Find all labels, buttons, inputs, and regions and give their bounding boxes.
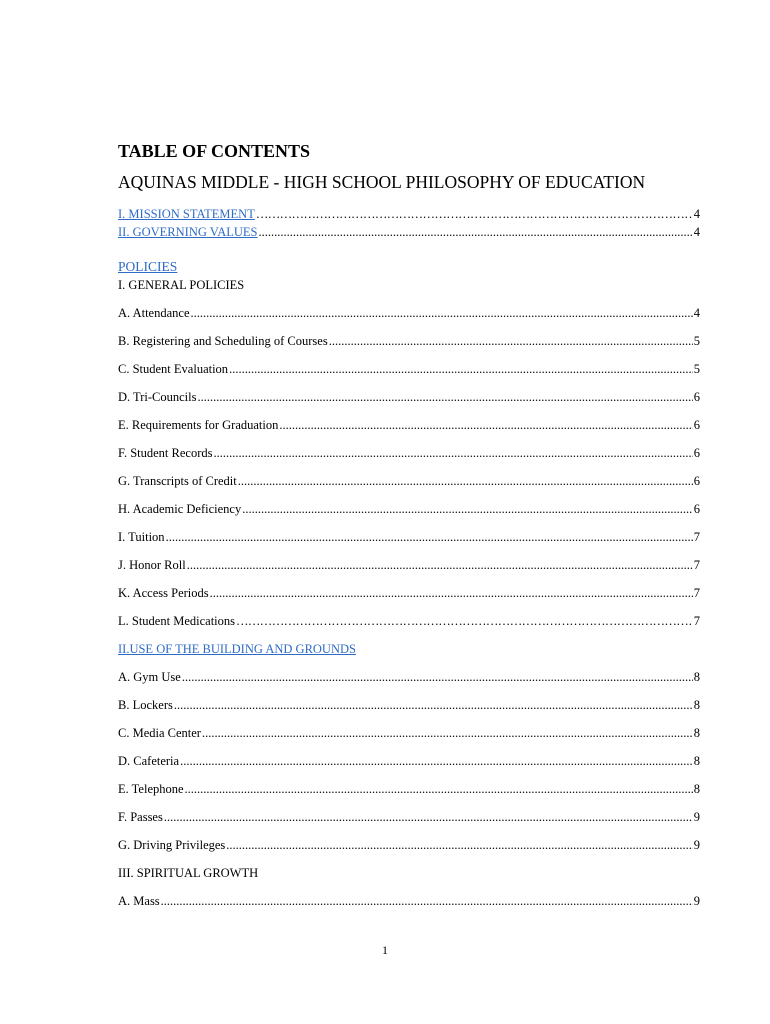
dot-leader [229,362,693,377]
dot-leader [174,698,693,713]
toc-entry[interactable] [118,726,700,741]
toc-entry[interactable] [118,782,700,797]
toc-page-number: 4 [693,306,700,320]
toc-entry[interactable] [118,614,700,629]
dot-leader [164,810,693,825]
toc-page-number: 9 [693,810,700,824]
toc-page-number: 9 [693,838,700,852]
toc-entry-label: F. Passes [118,810,163,824]
dot-leader [198,390,693,405]
philosophy-subtitle: AQUINAS MIDDLE - HIGH SCHOOL PHILOSOPHY OF EDUCATION [118,172,646,192]
toc-entry[interactable] [118,670,700,685]
toc-entry-label: C. Student Evaluation [118,362,229,376]
dot-leader [238,474,693,489]
toc-page-number: 5 [693,334,700,348]
dot-leader [242,502,693,517]
dot-leader [202,726,693,741]
toc-entry[interactable] [118,502,700,517]
toc-entry-label: G. Driving Privileges [118,838,226,852]
toc-entry-label: I. Tuition [118,530,165,544]
toc-entry-label: A. Attendance [118,306,190,320]
toc-page-number: 7 [693,614,700,628]
toc-page-number: 8 [693,754,700,768]
toc-title: TABLE OF CONTENTS [118,141,311,161]
toc-link-mission-statement[interactable] [118,207,700,222]
dot-leader [182,670,693,685]
toc-link-governing-values[interactable] [118,225,700,240]
toc-entry-label: K. Access Periods [118,586,209,600]
toc-entry[interactable] [118,558,700,573]
toc-entry[interactable] [118,810,700,825]
dot-leader [226,838,692,853]
dot-leader [187,558,693,573]
dot-leader [256,207,693,222]
toc-page-number: 4 [693,207,700,221]
toc-entry-label: E. Requirements for Graduation [118,418,279,432]
toc-link-label[interactable]: I. MISSION STATEMENT [118,207,255,221]
toc-page-number: 6 [693,502,700,516]
toc-entry-label: H. Academic Deficiency [118,502,242,516]
toc-entry[interactable] [118,390,700,405]
toc-entry[interactable] [118,474,700,489]
toc-page-number: 6 [693,390,700,404]
dot-leader [210,586,693,601]
toc-page-number: 6 [693,446,700,460]
dot-leader [191,306,693,321]
toc-entry-label: G. Transcripts of Credit [118,474,237,488]
toc-entry[interactable] [118,586,700,601]
toc-entry-label: B. Lockers [118,698,173,712]
toc-page-number: 7 [693,586,700,600]
toc-entry[interactable] [118,362,700,377]
toc-page-number: 4 [693,225,700,239]
toc-entry[interactable] [118,698,700,713]
spiritual-growth-heading: III. SPIRITUAL GROWTH [118,866,259,880]
dot-leader [236,614,693,629]
toc-entry[interactable] [118,306,700,321]
dot-leader [161,894,693,909]
page-number: 1 [382,943,388,957]
toc-page-number: 8 [693,670,700,684]
toc-entry[interactable] [118,446,700,461]
dot-leader [258,225,692,240]
dot-leader [180,754,693,769]
toc-entry-label: L. Student Medications [118,614,235,628]
toc-page-number: 5 [693,362,700,376]
dot-leader [213,446,692,461]
toc-page-number: 8 [693,698,700,712]
dot-leader [166,530,693,545]
toc-page-number: 8 [693,782,700,796]
toc-page-number: 9 [693,894,700,908]
toc-entry-label: D. Tri-Councils [118,390,197,404]
toc-entry-label: E. Telephone [118,782,184,796]
toc-entry-label: J. Honor Roll [118,558,186,572]
toc-page-number: 6 [693,418,700,432]
toc-entry[interactable] [118,838,700,853]
dot-leader [329,334,693,349]
toc-entry[interactable] [118,418,700,433]
toc-page-number: 7 [693,530,700,544]
dot-leader [279,418,692,433]
toc-entry-label: C. Media Center [118,726,201,740]
toc-entry-label: D. Cafeteria [118,754,180,768]
toc-entry[interactable] [118,754,700,769]
toc-entry-label: A. Mass [118,894,160,908]
toc-page-number: 6 [693,474,700,488]
toc-entry[interactable] [118,530,700,545]
toc-entry-label: B. Registering and Scheduling of Courses [118,334,328,348]
toc-link-label[interactable]: II. GOVERNING VALUES [118,225,258,239]
toc-page-number: 7 [693,558,700,572]
policies-link[interactable]: POLICIES [118,259,178,274]
toc-entry-label: A. Gym Use [118,670,181,684]
building-grounds-link[interactable]: II.USE OF THE BUILDING AND GROUNDS [118,642,356,656]
toc-entry[interactable] [118,334,700,349]
dot-leader [185,782,693,797]
toc-page-number: 8 [693,726,700,740]
toc-entry-label: F. Student Records [118,446,213,460]
general-policies-heading: I. GENERAL POLICIES [118,278,245,292]
toc-entry[interactable] [118,894,700,909]
